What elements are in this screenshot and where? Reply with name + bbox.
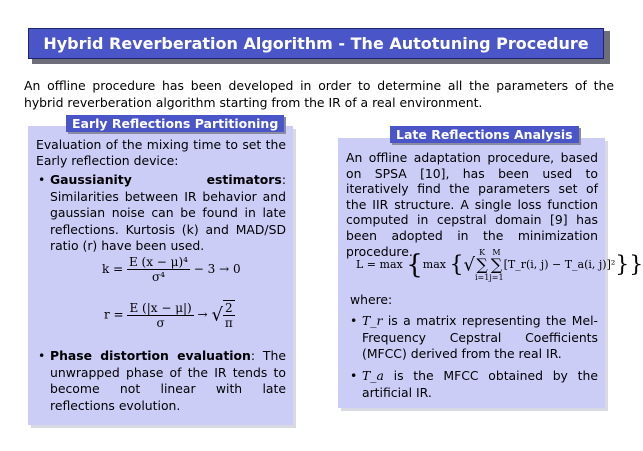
sqrt-symbol: √ [211, 304, 223, 326]
eq2-arrow: → [197, 307, 208, 322]
bullet-dot: • [38, 172, 46, 187]
eq2-root-fraction [223, 300, 235, 330]
eq1-fraction [127, 255, 190, 284]
gaussianity-label: Gaussianity estimators [50, 172, 282, 187]
tr-text: is a matrix representing the Mel-Frequency Cepstral Coefficients (MFCC) derived from the real IR. [362, 313, 598, 361]
sum2-top: M [492, 248, 501, 257]
gaussianity-bullet [38, 172, 286, 255]
bullet-dot: • [350, 313, 358, 328]
ta-text: is the MFCC obtained by the artificial IR. [362, 368, 598, 400]
eq2-lhs: r = [104, 307, 124, 322]
sqrt-icon: √ [463, 254, 475, 276]
sum1-top: K [479, 248, 486, 257]
eq1-lhs: k = [102, 262, 124, 276]
inner-brace: { [449, 252, 464, 278]
late-paragraph: An offline adaptation procedure, based on SPSA [10], has been used to iteratively find the parameters set of the IIR structure. A single loss function computed in cepstral domain [9] has been adopted in the minimization procedure. [346, 150, 598, 259]
late-reflections-heading: Late Reflections Analysis [390, 126, 579, 143]
bullet-dot: • [38, 348, 46, 363]
kurtosis-equation [102, 255, 241, 284]
inner-max: max [422, 258, 446, 271]
bullet-dot: • [350, 368, 358, 383]
gaussianity-text: : Similarities between IR behavior and gaussian noise can be found in late reflections. Kurtosis (k) and MAD/SD ratio (r) have been used. [50, 172, 286, 253]
mad-sd-equation [104, 300, 235, 330]
sum2-bottom: j=1 [489, 273, 504, 282]
eq2-fraction [127, 301, 193, 330]
eq2-root-denominator: π [224, 316, 233, 330]
eq1-denominator: σ⁴ [151, 270, 165, 284]
loss-lhs: L = max [356, 258, 403, 271]
ta-bullet [350, 368, 598, 401]
eq1-numerator: E (x − μ)⁴ [128, 255, 188, 269]
phase-bullet [38, 348, 286, 414]
ta-symbol: T_a [362, 368, 384, 383]
eq2-numerator: E (|x − μ|) [129, 300, 192, 315]
where-label: where: [350, 292, 393, 307]
page-title: Hybrid Reverberation Algorithm - The Autotuning Procedure [28, 28, 604, 59]
tr-bullet [350, 313, 598, 363]
close-brace: }} [615, 252, 643, 278]
phase-text: : The unwrapped phase of the IR tends to become not linear with late reflections evolution. [50, 348, 286, 413]
sum1: K ∑ i=1 [474, 248, 490, 282]
early-lead-text: Evaluation of the mixing time to set the Early reflection device: [36, 137, 286, 168]
phase-label: Phase distortion evaluation [50, 348, 251, 363]
early-reflections-heading: Early Reflections Partitioning [66, 115, 284, 132]
eq2-denominator: σ [156, 315, 165, 330]
loss-equation [356, 248, 643, 282]
loss-body: [T_r(i, j) − T_a(i, j)]² [503, 258, 616, 271]
sum1-bottom: i=1 [474, 273, 490, 282]
eq2-root-numerator: 2 [223, 301, 235, 316]
tr-symbol: T_r [362, 313, 383, 328]
intro-paragraph: An offline procedure has been developed in order to determine all the parameters of the hybrid reverberation algorithm starting from the IR of a real environment. [24, 78, 614, 110]
open-brace: { [406, 250, 423, 280]
sum2: M ∑ j=1 [489, 248, 504, 282]
eq1-rhs: − 3 → 0 [193, 262, 241, 276]
